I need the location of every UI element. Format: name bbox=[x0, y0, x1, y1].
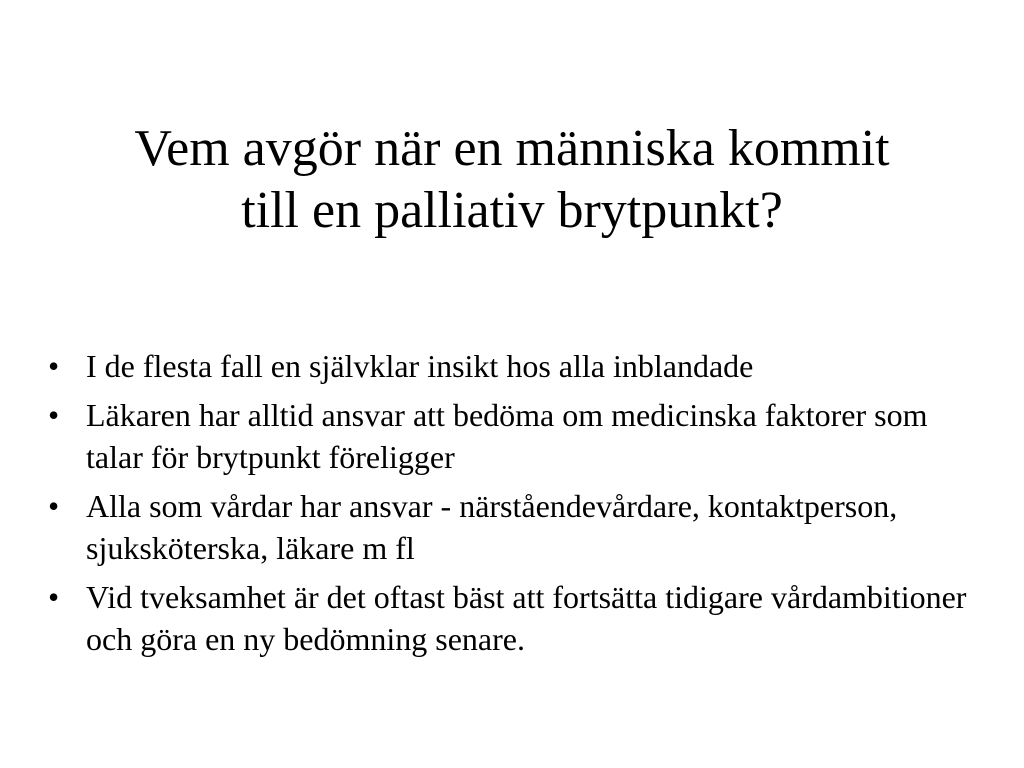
bullet-marker: • bbox=[48, 579, 60, 615]
bullet-text: Läkaren har alltid ansvar att bedöma om medicinska faktorer som talar för brytpunkt föreligger bbox=[86, 397, 928, 475]
bullet-marker: • bbox=[48, 488, 60, 524]
title-line-1: Vem avgör när en människa kommit bbox=[134, 120, 890, 177]
bullet-item bbox=[48, 485, 988, 569]
bullet-text: I de flesta fall en självklar insikt hos alla inblandade bbox=[86, 348, 754, 384]
bullet-list bbox=[48, 345, 988, 667]
title-line-2: till en palliativ brytpunkt? bbox=[241, 182, 783, 239]
bullet-text: Alla som vårdar har ansvar - närståendevårdare, kontaktperson, sjuksköterska, läkare m fl bbox=[86, 488, 898, 566]
bullet-item bbox=[48, 345, 988, 387]
bullet-item bbox=[48, 394, 988, 478]
bullet-marker: • bbox=[48, 348, 60, 384]
bullet-marker: • bbox=[48, 397, 60, 433]
slide-title bbox=[40, 118, 984, 242]
bullet-text: Vid tveksamhet är det oftast bäst att fortsätta tidigare vårdambitioner och göra en ny bedömning senare. bbox=[86, 579, 967, 657]
bullet-item bbox=[48, 576, 988, 660]
